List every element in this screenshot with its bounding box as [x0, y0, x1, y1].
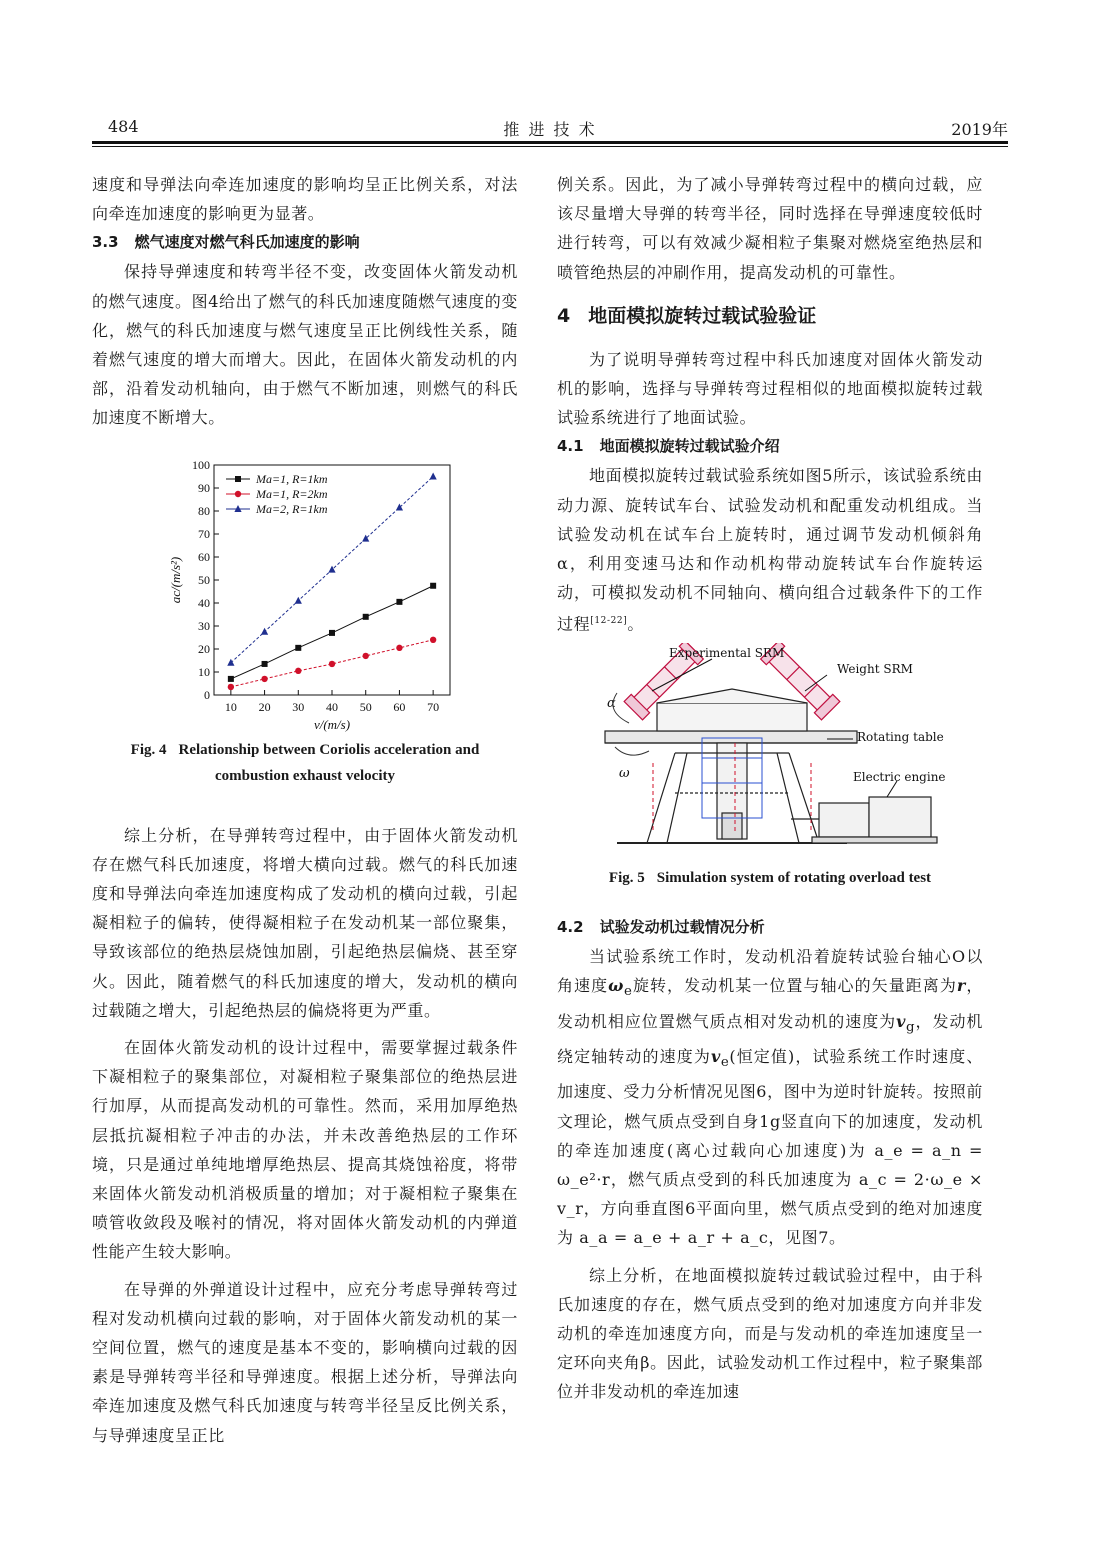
- fig5-caption-text: Simulation system of rotating overload test: [656, 869, 932, 886]
- journal-name: 推 进 技 术: [503, 120, 597, 139]
- data-point: [227, 658, 234, 665]
- y-tick-label: 90: [198, 480, 210, 495]
- subscript: e: [720, 1055, 730, 1071]
- data-point: [329, 660, 335, 666]
- label-weight-srm: Weight SRM: [837, 661, 913, 676]
- fig4-caption-line1: Relationship between Coriolis acceleration and: [178, 741, 480, 758]
- data-point: [261, 627, 268, 634]
- data-point: [396, 644, 402, 650]
- x-tick-label: 60: [393, 699, 406, 714]
- label-electric-engine: Electric engine: [853, 769, 946, 784]
- section-number: 3.3: [92, 233, 119, 252]
- left-paragraph-2: 综上分析，在导弹转弯过程中，由于固体火箭发动机存在燃气科氏加速度，将增大横向过载。燃气的科氏加速度和导弹法向牵连加速度构成了发动机的横向过载，引起凝相粒子的偏转，使得凝相粒子在发动机某一部位聚集，导致该部位的绝热层烧蚀加剧，引起绝热层偏烧、甚至穿火。因此，随着燃气的科氏加速度的增大，发动机的横向过载随之增大，引起绝热层的偏烧将更为严重。: [92, 825, 518, 1020]
- year: 2019年: [951, 120, 1008, 139]
- y-tick-label: 10: [198, 664, 210, 679]
- section-3-3-heading: [92, 228, 518, 257]
- data-point: [430, 582, 436, 588]
- y-tick-label: 40: [198, 595, 210, 610]
- x-tick-label: 50: [359, 699, 372, 714]
- data-point: [329, 630, 335, 636]
- right-paragraph-1: 为了说明导弹转弯过程中科氏加速度对固体火箭发动机的影响，选择与导弹转弯过程相似的地面模拟旋转过载试验系统进行了地面试验。: [557, 349, 983, 428]
- data-point: [295, 667, 301, 673]
- section-title: 地面模拟旋转过载试验介绍: [599, 437, 780, 456]
- y-tick-label: 80: [198, 503, 210, 518]
- section-title: 地面模拟旋转过载试验验证: [588, 304, 817, 327]
- y-axis-label: ac/(m/s²): [168, 556, 183, 603]
- subscript: g: [906, 1019, 916, 1035]
- y-tick-label: 70: [198, 526, 210, 541]
- data-point: [295, 644, 301, 650]
- label-alpha: α: [607, 695, 616, 711]
- data-point: [235, 476, 241, 482]
- section-title: 试验发动机过载情况分析: [599, 917, 765, 936]
- legend-label: Ma=1, R=2km: [256, 486, 328, 501]
- left-column: [92, 170, 518, 1450]
- fig4-chart: [92, 455, 518, 735]
- left-paragraph-1: 保持导弹速度和转弯半径不变，改变固体火箭发动机的燃气速度。图4给出了燃气的科氏加速度随燃气速度的变化，燃气的科氏加速度与燃气速度呈正比例线性关系，随着燃气速度的增大而增大。因此，在固体火箭发动机的内部，沿着发动机轴向，由于燃气不断加速，则燃气的科氏加速度不断增大。: [92, 262, 518, 428]
- y-tick-label: 20: [198, 641, 210, 656]
- data-point: [396, 503, 403, 510]
- section-4-1-heading: [557, 432, 983, 461]
- fig5-caption: [557, 865, 983, 891]
- label-omega: ω: [619, 765, 630, 781]
- text-run: ，发动机相应位置燃气质点相对发动机的速度为: [557, 976, 983, 1031]
- y-tick-label: 0: [204, 687, 210, 702]
- period: 。: [627, 614, 644, 634]
- right-column: [557, 170, 983, 1407]
- right-paragraph-0: 例关系。因此，为了减小导弹转弯过程中的横向过载，应该尽量增大导弹的转弯半径，同时选择在导弹速度较低时进行转弯，可以有效减少凝相粒子集聚对燃烧室绝热层和喷管绝热层的冲刷作用，提高发动机的可靠性。: [557, 175, 983, 282]
- data-point: [363, 652, 369, 658]
- symbol-v: v: [710, 1046, 721, 1066]
- section-number: 4.2: [557, 917, 584, 936]
- page-number: 484: [108, 117, 139, 136]
- x-tick-label: 10: [224, 699, 237, 714]
- legend-label: Ma=1, R=1km: [256, 471, 328, 486]
- text-run: 当试验系统工作时，发动机沿着旋转试验台轴心O以角速度: [557, 946, 983, 996]
- fig5-diagram: [557, 643, 983, 863]
- x-tick-label: 40: [326, 699, 338, 714]
- text-run: (恒定值)，试验系统工作时速度、加速度、受力分析情况见图6，图中为逆时针旋转。按照前文理论，燃气质点受到自身1g竖直向下的加速度，发动机的牵连加速度(离心过载向心加速度)为 a_e = a_n = ω_e²·r，燃气质点受到的科氏加速度为 a_c = 2·ω_e × v_r，方向垂直图6平面向里，燃气质点受到的绝对加速度为 a_a = a_e + a_r + a_c，见图7。: [557, 1046, 983, 1248]
- data-point: [228, 676, 234, 682]
- fig4-svg: [92, 455, 518, 735]
- section-number: 4.1: [557, 437, 584, 456]
- y-tick-label: 50: [198, 572, 210, 587]
- subscript: e: [624, 984, 633, 1000]
- text-run: 旋转，发动机某一位置与轴心的矢量距离为: [632, 976, 957, 996]
- section-title: 燃气速度对燃气科氏加速度的影响: [134, 233, 360, 252]
- data-point: [430, 636, 436, 642]
- data-point: [228, 683, 234, 689]
- data-point: [363, 613, 369, 619]
- fig4-caption: [92, 737, 518, 789]
- plot-frame: [214, 465, 450, 695]
- symbol-r: r: [956, 976, 966, 996]
- text-run: ，发动机绕定轴转动的速度为: [557, 1011, 983, 1066]
- right-paragraph-4: 综上分析，在地面模拟旋转过载试验过程中，由于科氏加速度的存在，燃气质点受到的绝对加速度方向并非发动机的牵连加速度方向，而是与发动机的牵连加速度呈一定环向夹角β。因此，试验发动机工作过程中，粒子聚集部位并非发动机的牵连加速: [557, 1265, 983, 1402]
- section-number: 4: [557, 304, 571, 327]
- x-tick-label: 70: [427, 699, 440, 714]
- data-point: [262, 661, 268, 667]
- symbol-v: v: [896, 1011, 907, 1031]
- fig5-svg: [557, 643, 983, 863]
- legend-label: Ma=2, R=1km: [256, 501, 328, 516]
- fig5-number: Fig. 5: [608, 869, 645, 886]
- y-tick-label: 100: [192, 457, 210, 472]
- right-paragraph-2-text: 地面模拟旋转过载试验系统如图5所示，该试验系统由动力源、旋转试车台、试验发动机和配重发动机组成。当试验发动机在试车台上旋转时，通过调节发动机倾斜角α，利用变速马达和作动机构带动旋转试车台作旋转运动，可模拟发动机不同轴向、横向组合过载条件下的工作过程: [557, 466, 983, 634]
- data-point: [396, 598, 402, 604]
- right-paragraph-2: [557, 461, 983, 639]
- left-paragraph-4: 在导弹的外弹道设计过程中，应充分考虑导弹转弯过程对发动机横向过载的影响，对于固体火箭发动机的某一空间位置，燃气的速度是基本不变的，影响横向过载的因素是导弹转弯半径和导弹速度。根据上述分析，导弹法向牵连加速度及燃气科氏加速度与转弯半径呈反比例关系，与导弹速度呈正比: [92, 1279, 518, 1445]
- x-tick-label: 20: [258, 699, 271, 714]
- right-paragraph-3: [557, 942, 983, 1253]
- data-point: [261, 675, 267, 681]
- header-rule-thick: [92, 141, 1008, 144]
- left-paragraph-0: 速度和导弹法向牵连加速度的影响均呈正比例关系，对法向牵连加速度的影响更为显著。: [92, 175, 518, 224]
- x-tick-label: 30: [292, 699, 305, 714]
- left-paragraph-3: 在固体火箭发动机的设计过程中，需要掌握过载条件下凝相粒子的聚集部位，对凝相粒子聚集部位的绝热层进行加厚，从而提高发动机的可靠性。然而，采用加厚绝热层抵抗凝相粒子冲击的办法，并未改善绝热层的工作环境，只是通过单纯地增厚绝热层、提高其烧蚀裕度，将带来固体火箭发动机消极质量的增加；对于凝相粒子聚集在喷管收敛段及喉衬的情况，将对固体火箭发动机的内弹道性能产生较大影响。: [92, 1038, 518, 1262]
- data-point: [430, 472, 437, 479]
- x-axis-label: v/(m/s): [313, 716, 351, 732]
- y-tick-label: 30: [198, 618, 210, 633]
- label-experimental-srm: Experimental SRM: [669, 645, 785, 660]
- fig4-caption-line2: combustion exhaust velocity: [215, 767, 395, 784]
- label-rotating-table: Rotating table: [857, 729, 944, 744]
- section-4-heading: [557, 301, 983, 331]
- fig4-number: Fig. 4: [130, 741, 167, 758]
- symbol-omega: ω: [608, 976, 624, 996]
- citation: [12-22]: [590, 616, 628, 627]
- header-rule-thin: [92, 146, 1008, 147]
- section-4-2-heading: [557, 913, 983, 942]
- data-point: [235, 490, 241, 496]
- y-tick-label: 60: [198, 549, 210, 564]
